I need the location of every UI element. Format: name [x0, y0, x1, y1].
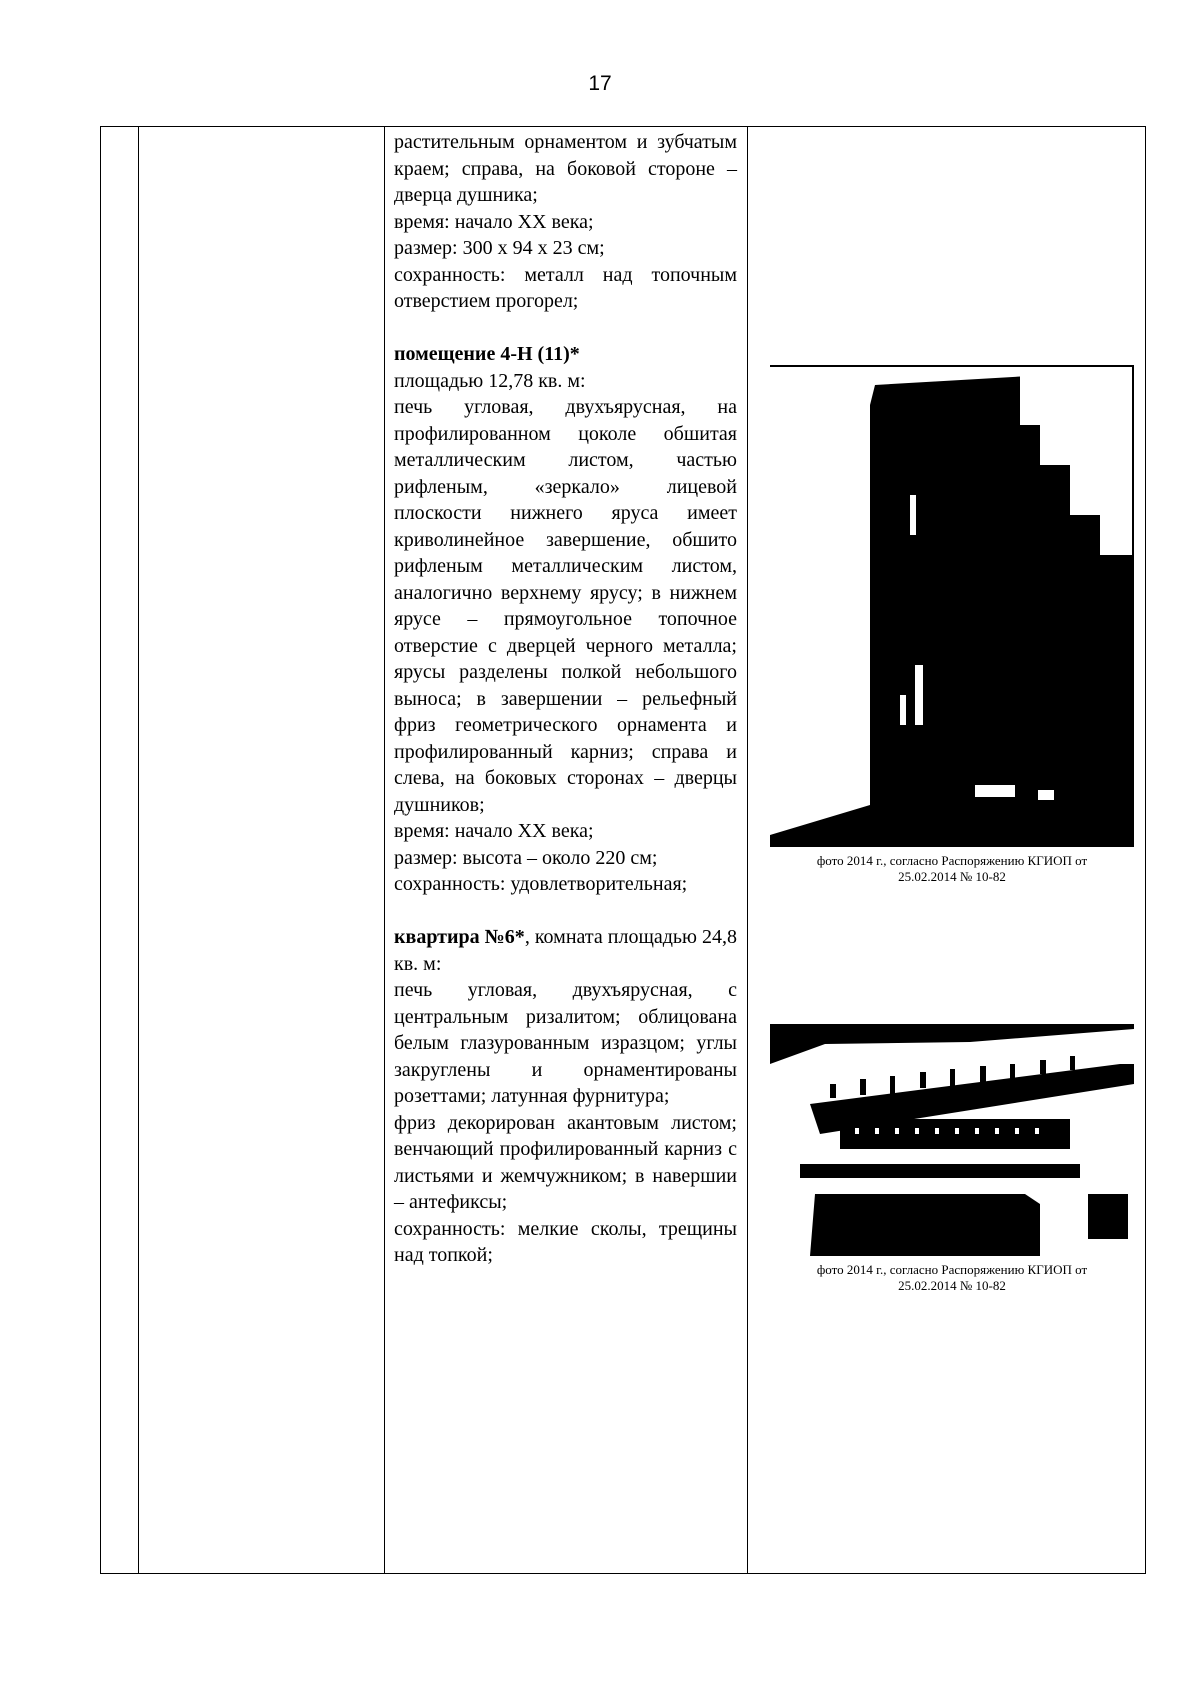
caption-line: 25.02.2014 № 10-82	[898, 869, 1006, 884]
description-column	[384, 127, 747, 1269]
description-paragraph: размер: высота – около 220 см;	[394, 846, 658, 869]
spacer	[394, 315, 737, 342]
description-paragraph: печь угловая, двухъярусная, с центральным ризалитом; облицована белым глазурованным изразцом; углы закруглены и орнаментированы розеттами; латунная фурнитура;	[394, 979, 737, 1107]
apartment-heading: квартира №6*	[394, 926, 525, 948]
stove-photo-2	[770, 1024, 1134, 1256]
description-paragraph: время: начало XX века;	[394, 820, 594, 842]
description-paragraph: растительным орнаментом и зубчатым краем; справа, на боковой стороне – дверца душника;	[394, 131, 737, 206]
description-paragraph: время: начало XX века;	[394, 210, 594, 233]
spacer	[394, 898, 737, 925]
description-paragraph: сохранность: металл над топочным отверстием прогорел;	[394, 263, 737, 312]
photo-caption	[770, 1262, 1134, 1294]
apartment-heading-paragraph	[394, 924, 737, 977]
column-divider	[747, 127, 748, 1573]
description-paragraph: печь угловая, двухъярусная, на профилированном цоколе обшитая металлическим листом, частью рифленым, «зеркало» лицевой плоскости нижнего яруса имеет криволинейное завершение, обшито рифленым металлическим листом, аналогично верхнему ярусу; в нижнем ярусе – прямоугольное топочное отверстие с дверцей черного металла; ярусы разделены полкой небольшого выноса; в завершении – рельефный фриз геометрического орнамента и профилированный карниз; справа и слева, на боковых сторонах – дверцы душников;	[394, 396, 737, 816]
description-paragraph: площадью 12,78 кв. м:	[394, 369, 586, 392]
photo-caption	[770, 853, 1134, 885]
room-heading: помещение 4-Н (11)*	[394, 343, 580, 365]
object-table	[100, 126, 1146, 1574]
caption-line: фото 2014 г., согласно Распоряжению КГИОП от	[816, 1262, 1088, 1277]
page-number: 17	[588, 72, 612, 95]
caption-line: фото 2014 г., согласно Распоряжению КГИОП от	[816, 853, 1088, 868]
stove-photo-1	[770, 365, 1134, 847]
description-paragraph: сохранность: удовлетворительная;	[394, 873, 688, 895]
description-paragraph: фриз декорирован акантовым листом; венчающий профилированный карниз с листьями и жемчужником; в навершии – антефиксы;	[394, 1111, 737, 1213]
column-divider	[138, 127, 139, 1573]
caption-line: 25.02.2014 № 10-82	[898, 1278, 1006, 1293]
description-paragraph: сохранность: мелкие сколы, трещины над топкой;	[394, 1217, 737, 1266]
description-paragraph: размер: 300 х 94 х 23 см;	[394, 237, 605, 259]
apartment-heading-tail: , комната площадью 24,8 кв. м:	[394, 926, 737, 975]
